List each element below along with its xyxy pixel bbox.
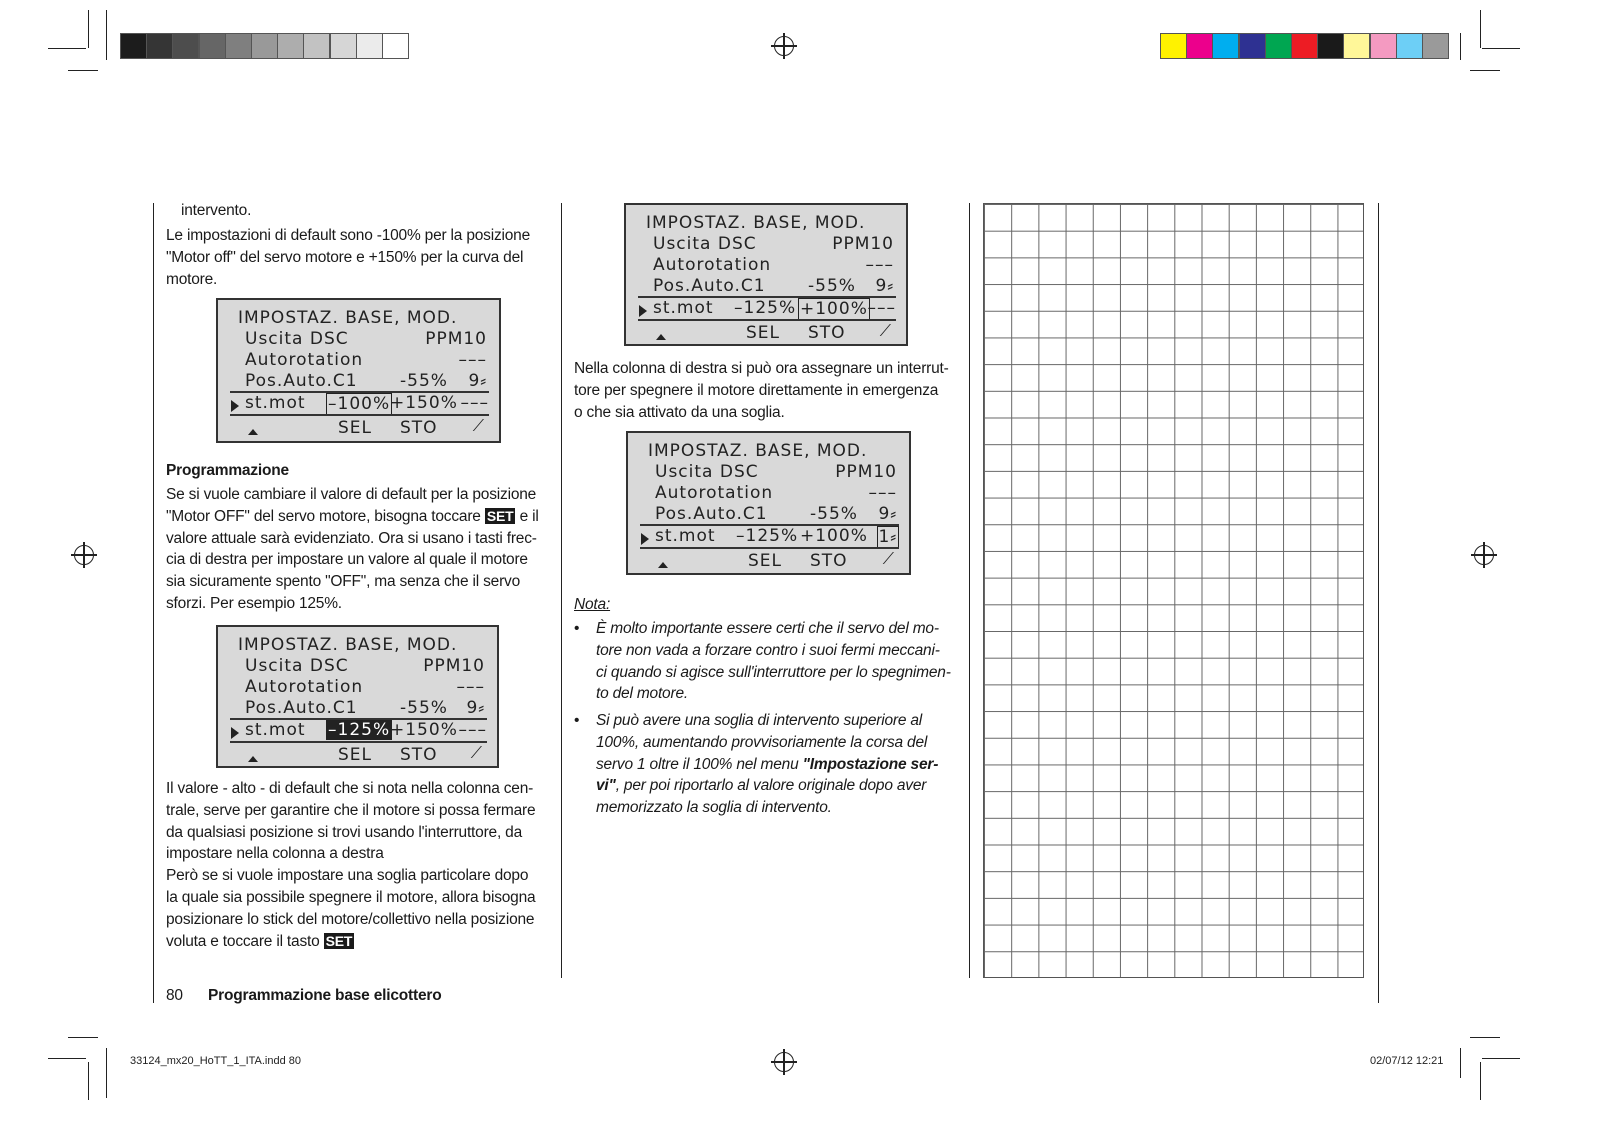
gray-swatch bbox=[251, 33, 278, 59]
crop-mark bbox=[88, 10, 89, 48]
color-swatch bbox=[1317, 33, 1344, 59]
gray-swatch bbox=[172, 33, 199, 59]
paragraph-default-value: Il valore - alto - di default che si nota nella colonna cen- trale, serve per garantire che il motore si possa fermare da qualsiasi posizione si trovi usando l'interruttore, da impostare nella colonna a destra Però se si vuole impostare una soglia particolare dopo la quale sia possibile spegnere il motore, allora bisogna posizionare lo stick del motore/collettivo nella posizione voluta e toccare il tasto SET bbox=[166, 780, 536, 950]
lcd-label: Autorotation bbox=[653, 255, 772, 275]
crop-mark bbox=[48, 48, 86, 49]
up-arrow-icon bbox=[248, 420, 258, 440]
lcd-value: 9⸗ bbox=[466, 698, 485, 718]
lcd-label: Pos.Auto.C1 bbox=[655, 504, 768, 524]
lcd-label: Pos.Auto.C1 bbox=[245, 698, 358, 718]
crop-mark bbox=[68, 1037, 98, 1038]
lcd-value: PPM10 bbox=[835, 462, 897, 482]
color-swatch bbox=[1370, 33, 1397, 59]
notes-grid bbox=[983, 203, 1364, 978]
registration-mark-icon bbox=[1474, 545, 1494, 565]
crop-mark bbox=[88, 1062, 89, 1100]
lcd-value: ––– bbox=[458, 350, 487, 370]
column-rule bbox=[1378, 203, 1379, 1003]
lcd-title: IMPOSTAZ. BASE, MOD. bbox=[646, 213, 866, 233]
lcd-value: +150% bbox=[390, 720, 458, 740]
lcd-value: +100% bbox=[800, 526, 868, 546]
color-swatch bbox=[1291, 33, 1318, 59]
lcd-screen-3 bbox=[624, 203, 908, 346]
set-key-badge: SET bbox=[325, 932, 353, 949]
lcd-value: ––– bbox=[868, 483, 897, 503]
lcd-softkey: STO bbox=[400, 418, 438, 438]
lcd-value: ––– bbox=[867, 298, 896, 318]
crop-mark bbox=[106, 10, 107, 60]
color-swatch bbox=[1396, 33, 1423, 59]
lcd-value: ––– bbox=[460, 393, 489, 413]
switch-icon: ⟋ bbox=[470, 743, 483, 762]
lcd-label: Uscita DSC bbox=[655, 462, 759, 482]
lcd-value: PPM10 bbox=[425, 329, 487, 349]
lcd-softkey: STO bbox=[808, 323, 846, 343]
lcd-label: Autorotation bbox=[655, 483, 774, 503]
column-rule bbox=[969, 203, 970, 978]
gray-swatch bbox=[120, 33, 147, 59]
lcd-screen-1 bbox=[216, 298, 501, 443]
lcd-softkey: SEL bbox=[748, 551, 783, 571]
crop-mark bbox=[1460, 1048, 1461, 1078]
switch-icon: ⟋ bbox=[879, 321, 892, 340]
gray-swatch bbox=[330, 33, 357, 59]
lcd-value: 9⸗ bbox=[468, 371, 487, 391]
gray-swatch bbox=[199, 33, 226, 59]
lcd-value: +150% bbox=[390, 393, 458, 413]
lcd-value: -55% bbox=[810, 504, 858, 524]
lcd-label: st.mot bbox=[653, 298, 714, 318]
gray-swatch bbox=[382, 33, 409, 59]
lcd-softkey: SEL bbox=[746, 323, 781, 343]
slug-filename: 33124_mx20_HoTT_1_ITA.indd 80 bbox=[130, 1055, 302, 1067]
section-heading: Programmazione bbox=[166, 462, 289, 479]
crop-mark bbox=[1480, 10, 1481, 48]
crop-mark bbox=[1480, 1062, 1481, 1100]
lcd-value: –125% bbox=[734, 298, 797, 318]
up-arrow-icon bbox=[656, 325, 666, 345]
crop-mark bbox=[1470, 70, 1500, 71]
column-rule bbox=[561, 203, 562, 978]
paragraph-switch: Nella colonna di destra si può ora assegnare un interrut- tore per spegnere il motore direttamente in emergenza o che sia attivato da una soglia. bbox=[574, 360, 949, 421]
gray-swatch bbox=[303, 33, 330, 59]
column-rule bbox=[153, 203, 154, 1003]
paragraph-defaults: Le impostazioni di default sono -100% per la posizione "Motor off" del servo motore e +150% per la curva del motore. bbox=[166, 227, 531, 288]
crop-mark bbox=[48, 1058, 86, 1059]
switch-icon: ⟋ bbox=[472, 416, 485, 435]
lcd-softkey: STO bbox=[400, 745, 438, 765]
slug-date: 02/07/12 12:21 bbox=[1370, 1055, 1444, 1067]
lcd-label: Pos.Auto.C1 bbox=[653, 276, 766, 296]
gray-swatch bbox=[225, 33, 252, 59]
lcd-value: -55% bbox=[400, 698, 448, 718]
lcd-value: 1⸗ bbox=[878, 527, 897, 547]
color-swatch bbox=[1239, 33, 1266, 59]
switch-icon: ⟋ bbox=[882, 549, 895, 568]
lcd-value: –100% bbox=[328, 394, 391, 414]
up-arrow-icon bbox=[658, 553, 668, 573]
color-swatch bbox=[1186, 33, 1213, 59]
gray-swatch bbox=[356, 33, 383, 59]
gray-swatch bbox=[277, 33, 304, 59]
lcd-label: Uscita DSC bbox=[653, 234, 757, 254]
crop-mark bbox=[1482, 48, 1520, 49]
color-swatch bbox=[1212, 33, 1239, 59]
color-swatch bbox=[1343, 33, 1370, 59]
lcd-value: PPM10 bbox=[423, 656, 485, 676]
registration-mark-icon bbox=[774, 36, 794, 56]
crop-mark bbox=[1470, 1037, 1500, 1038]
lcd-value: 9⸗ bbox=[875, 276, 894, 296]
lcd-value: ––– bbox=[865, 255, 894, 275]
registration-mark-icon bbox=[74, 545, 94, 565]
registration-mark-icon bbox=[774, 1052, 794, 1072]
page-number: 80 bbox=[166, 987, 183, 1004]
paragraph-programming: Se si vuole cambiare il valore di default per la posizione "Motor OFF" del servo motore, bisogna toccare SET e il valore attuale sarà evidenziato. Ora si usano i tasti frec- cia di destra per impostare un valore al quale il motore sia sicuramente spento "OFF", ma senza che il servo sforzi. Per esempio 125%. bbox=[166, 486, 539, 612]
note-label: Nota: bbox=[574, 596, 611, 613]
lcd-value: +100% bbox=[800, 299, 868, 319]
lcd-value: -55% bbox=[808, 276, 856, 296]
note-bullet-1: • È molto importante essere certi che il servo del mo- tore non vada a forzare contro i suoi fermi meccani- ci quando si agisce sull'interruttore per lo spegnimen- to del motore. bbox=[574, 620, 951, 703]
lcd-title: IMPOSTAZ. BASE, MOD. bbox=[238, 635, 458, 655]
lcd-label: Uscita DSC bbox=[245, 329, 349, 349]
crop-mark bbox=[68, 70, 98, 71]
lcd-label: st.mot bbox=[655, 526, 716, 546]
crop-mark bbox=[1460, 33, 1461, 60]
lcd-softkey: STO bbox=[810, 551, 848, 571]
lcd-value: –125% bbox=[328, 720, 391, 740]
lcd-screen-2 bbox=[216, 625, 499, 768]
lcd-title: IMPOSTAZ. BASE, MOD. bbox=[648, 441, 868, 461]
lcd-value: ––– bbox=[458, 720, 487, 740]
note-bullet-2: • Si può avere una soglia di intervento superiore al 100%, aumentando provvisoriamente la corsa del servo 1 oltre il 100% nel menu "Impostazione ser- vi", per poi riportarlo al valore originale dopo aver memorizzato la soglia di intervento. bbox=[574, 712, 939, 817]
crop-mark bbox=[106, 1048, 107, 1098]
color-swatch bbox=[1160, 33, 1187, 59]
lcd-value: PPM10 bbox=[832, 234, 894, 254]
color-swatch bbox=[1422, 33, 1449, 59]
footer-section-title: Programmazione base elicottero bbox=[208, 987, 442, 1004]
lcd-value: –125% bbox=[736, 526, 799, 546]
lcd-label: st.mot bbox=[245, 720, 306, 740]
gray-swatch bbox=[146, 33, 173, 59]
lcd-screen-4 bbox=[626, 431, 911, 575]
lcd-softkey: SEL bbox=[338, 745, 373, 765]
lcd-softkey: SEL bbox=[338, 418, 373, 438]
lcd-label: st.mot bbox=[245, 393, 306, 413]
crop-mark bbox=[1482, 1058, 1520, 1059]
lcd-label: Pos.Auto.C1 bbox=[245, 371, 358, 391]
lcd-label: Uscita DSC bbox=[245, 656, 349, 676]
lcd-value: -55% bbox=[400, 371, 448, 391]
up-arrow-icon bbox=[248, 747, 258, 767]
paragraph-continuation: intervento. bbox=[181, 202, 252, 219]
set-key-badge: SET bbox=[486, 507, 514, 524]
lcd-value: 9⸗ bbox=[878, 504, 897, 524]
lcd-label: Autorotation bbox=[245, 677, 364, 697]
lcd-label: Autorotation bbox=[245, 350, 364, 370]
lcd-title: IMPOSTAZ. BASE, MOD. bbox=[238, 308, 458, 328]
lcd-value: ––– bbox=[456, 677, 485, 697]
color-swatch bbox=[1265, 33, 1292, 59]
